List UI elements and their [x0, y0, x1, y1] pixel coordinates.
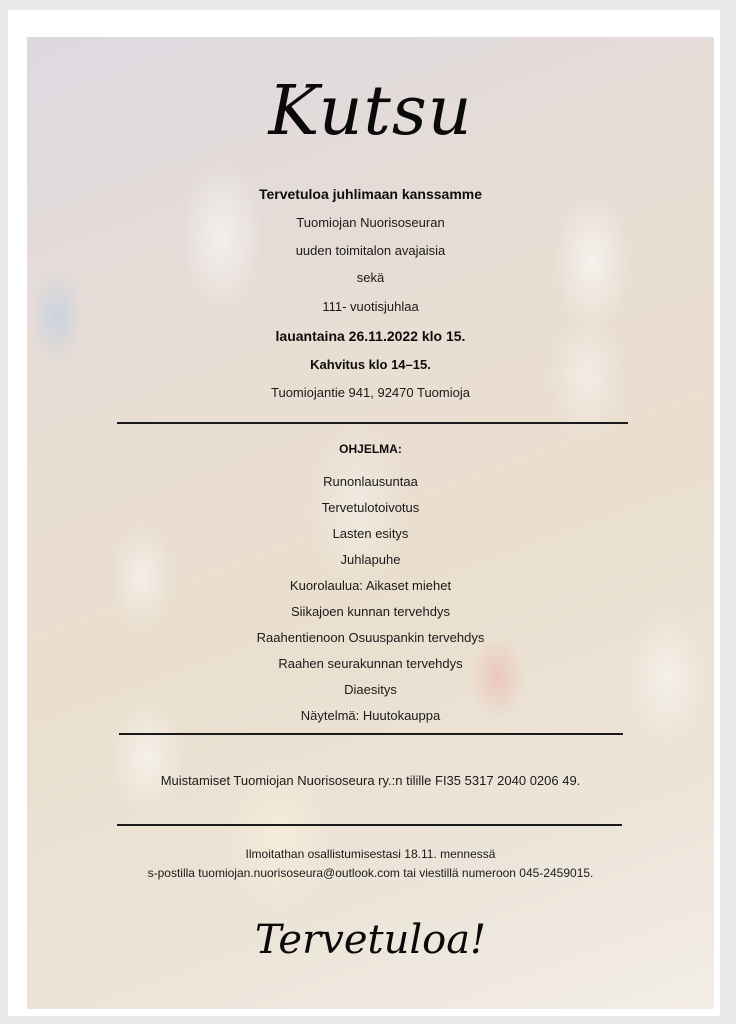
program-item: Näytelmä: Huutokauppa — [300, 708, 441, 723]
organization-line: Tuomiojan Nuorisoseuran — [296, 215, 445, 230]
program-heading: OHJELMA: — [339, 442, 402, 456]
coffee-time: Kahvitus klo 14–15. — [310, 357, 431, 372]
anniversary-line: 111- vuotisjuhlaa — [322, 299, 419, 314]
invitation-title: Kutsu — [268, 72, 473, 151]
program-item: Siikajoen kunnan tervehdys — [291, 604, 450, 619]
invitation-poster — [27, 37, 714, 1009]
closing-greeting: Tervetuloa! — [254, 917, 487, 963]
program-item: Raahentienoon Osuuspankin tervehdys — [256, 630, 485, 645]
donation-info: Muistamiset Tuomiojan Nuorisoseura ry.:n tilille FI35 5317 2040 0206 49. — [160, 773, 581, 788]
divider-bottom — [117, 824, 622, 826]
invitation-content — [27, 37, 714, 1009]
event-date: lauantaina 26.11.2022 klo 15. — [275, 328, 466, 344]
rsvp-contact: s-postilla tuomiojan.nuorisoseura@outlook.com tai viestillä numeroon 045-2459015. — [147, 866, 594, 880]
program-item: Tervetulotoivotus — [321, 500, 420, 515]
program-item: Kuorolaulua: Aikaset miehet — [289, 578, 452, 593]
rsvp-deadline: Ilmoitathan osallistumisestasi 18.11. mennessä — [245, 847, 496, 861]
program-item: Runonlausuntaa — [323, 474, 418, 489]
program-item: Lasten esitys — [332, 526, 409, 541]
document-page — [8, 10, 720, 1016]
program-item: Juhlapuhe — [340, 552, 401, 567]
divider-top — [117, 422, 628, 424]
program-item: Diaesitys — [344, 682, 397, 697]
welcome-line: Tervetuloa juhlimaan kanssamme — [258, 186, 483, 202]
occasion-line: uuden toimitalon avajaisia — [295, 243, 446, 258]
conjunction-line: sekä — [356, 270, 385, 285]
divider-middle — [119, 733, 623, 735]
event-address: Tuomiojantie 941, 92470 Tuomioja — [271, 385, 470, 400]
program-item: Raahen seurakunnan tervehdys — [278, 656, 463, 671]
